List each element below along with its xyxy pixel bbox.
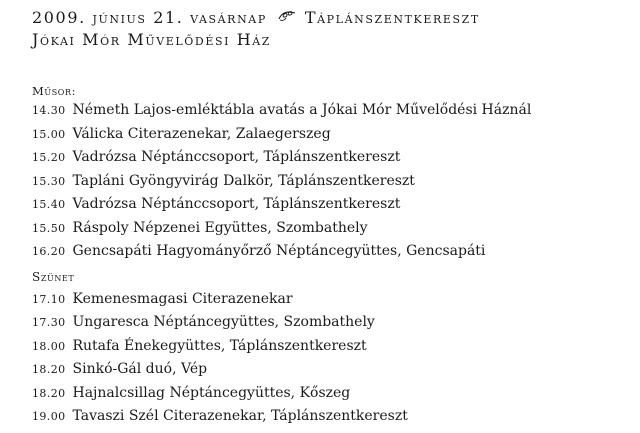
program-item: Németh Lajos-emléktábla avatás a Jókai Mór Művelődési Háznál bbox=[72, 102, 532, 118]
pause-label: Szünet bbox=[32, 269, 75, 284]
program-row bbox=[32, 311, 632, 335]
program-page bbox=[32, 6, 632, 429]
program-time: 15.00 bbox=[32, 127, 66, 141]
program-row bbox=[32, 358, 632, 382]
program-time: 15.50 bbox=[32, 221, 66, 235]
program-time: 18.00 bbox=[32, 339, 66, 353]
program-item: Tavaszi Szél Citerazenekar, Táplánszentkereszt bbox=[72, 408, 408, 424]
event-date: 2009. június 21. vasárnap bbox=[32, 8, 267, 27]
program-time: 18.20 bbox=[32, 386, 66, 400]
program-time: 15.30 bbox=[32, 174, 66, 188]
program-item: Tapláni Gyöngyvirág Dalkör, Táplánszentkereszt bbox=[72, 172, 415, 189]
program-time: 19.00 bbox=[32, 410, 66, 423]
program-row bbox=[32, 240, 632, 264]
program-time: 14.30 bbox=[32, 104, 66, 117]
program-item: Ungaresca Néptáncegyüttes, Szombathely bbox=[72, 314, 375, 330]
program-label: Műsor: bbox=[32, 84, 77, 98]
program-item: Rutafa Énekegyüttes, Táplánszentkereszt bbox=[72, 337, 367, 354]
program-row bbox=[32, 335, 632, 359]
program-row bbox=[32, 288, 632, 312]
program-time: 18.20 bbox=[32, 363, 66, 376]
program-item: Vadrózsa Néptánccsoport, Táplánszentkereszt bbox=[72, 149, 401, 165]
program-row bbox=[32, 193, 632, 217]
program-list-part1 bbox=[32, 99, 632, 264]
program-item: Válicka Citerazenekar, Zalaegerszeg bbox=[72, 125, 331, 142]
event-heading bbox=[32, 6, 632, 29]
program-item: Sinkó-Gál duó, Vép bbox=[72, 361, 208, 377]
program-item: Vadrózsa Néptánccsoport, Táplánszentkereszt bbox=[72, 196, 401, 212]
program-item: Gencsapáti Hagyományőrző Néptáncegyüttes, Gencsapáti bbox=[72, 243, 486, 259]
program-row bbox=[32, 217, 632, 241]
program-list-part2 bbox=[32, 288, 632, 429]
program-row bbox=[32, 99, 632, 123]
leaf-scroll-ornament-icon bbox=[277, 6, 297, 28]
program-row bbox=[32, 382, 632, 406]
program-time: 15.20 bbox=[32, 151, 66, 164]
event-place: Táplánszentkereszt bbox=[304, 8, 480, 27]
program-row bbox=[32, 123, 632, 147]
program-row bbox=[32, 146, 632, 170]
program-time: 17.30 bbox=[32, 316, 66, 329]
program-row bbox=[32, 170, 632, 194]
program-time: 15.40 bbox=[32, 198, 66, 211]
program-item: Ráspoly Népzenei Együttes, Szombathely bbox=[72, 219, 368, 236]
program-item: Kemenesmagasi Citerazenekar bbox=[72, 290, 293, 307]
program-time: 17.10 bbox=[32, 292, 66, 306]
program-time: 16.20 bbox=[32, 245, 66, 258]
program-item: Hajnalcsillag Néptáncegyüttes, Kőszeg bbox=[72, 384, 351, 401]
program-row bbox=[32, 405, 632, 429]
event-venue: Jókai Mór Művelődési Ház bbox=[32, 30, 272, 49]
